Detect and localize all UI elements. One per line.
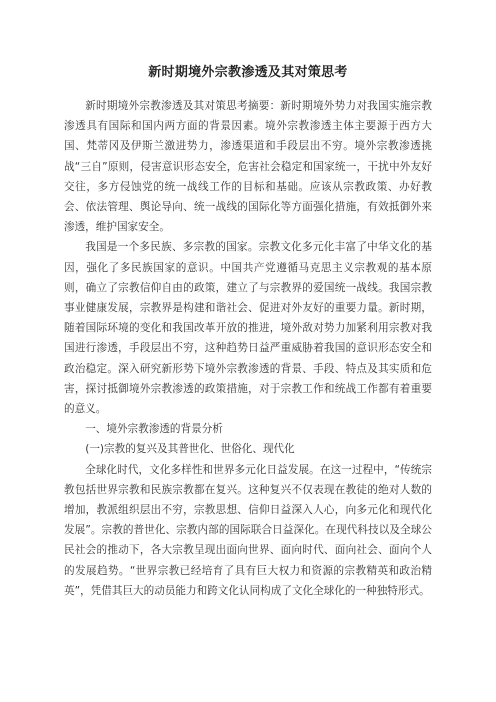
subsection-heading: (一)宗教的复兴及其普世化、世俗化、现代化 [85,443,295,456]
abstract-paragraph: 新时期境外宗教渗透及其对策思考摘要：新时期境外势力对我国实施宗教渗透具有国际和国内两方面的背景因素。境外宗教渗透主体主要源于西方大国、梵蒂冈及伊斯兰激进势力，渗透渠道和手段层出不穷。境外宗教渗透挑战“三自”原则，侵害意识形态安全，危害社会稳定和国家统一，干扰中外友好交往，多方侵蚀党的统一战线工作的目标和基础。应该从宗教政策、办好教会、依法管理、舆论导向、统一战线的国际化等方面强化措施，有效抵御外来渗透，维护国家安全。 [64,100,432,234]
document-title: 新时期境外宗教渗透及其对策思考 [148,65,348,80]
body-paragraph: 全球化时代，文化多样性和世界多元化日益发展。在这一过程中，“传统宗教包括世界宗教和民族宗教都在复兴。这种复兴不仅表现在教徒的绝对人数的增加，教派组织层出不穷，宗教思想、信仰日益深入人心，向多元化和现代化发展”。宗教的普世化、宗教内部的国际联合日益深化。在现代科技以及全球公民社会的推动下，各大宗教呈现出面向世界、面向时代、面向社会、面向个人的发展趋势。“世界宗教已经培育了具有巨大权力和资源的宗教精英和政治精英”，凭借其巨大的动员能力和跨文化认同构成了文化全球化的一种独特形式。 [64,463,432,597]
intro-paragraph: 我国是一个多民族、多宗教的国家。宗教文化多元化丰富了中华文化的基因，强化了多民族国家的意识。中国共产党遵循马克思主义宗教观的基本原则，确立了宗教信仰自由的政策，建立了与宗教界的爱国统一战线。我国宗教事业健康发展，宗教界是构建和谐社会、促进对外友好的重要力量。新时期，随着国际环境的变化和我国改革开放的推进，境外敌对势力加紧利用宗教对我国进行渗透，手段层出不穷，这种趋势日益严重威胁着我国的意识形态安全和政治稳定。深入研究新形势下境外宗教渗透的背景、手段、特点及其实质和危害，探讨抵御境外宗教渗透的政策措施，对于宗教工作和统战工作都有着重要的意义。 [64,241,432,416]
section-heading: 一、境外宗教渗透的背景分析 [85,423,223,436]
